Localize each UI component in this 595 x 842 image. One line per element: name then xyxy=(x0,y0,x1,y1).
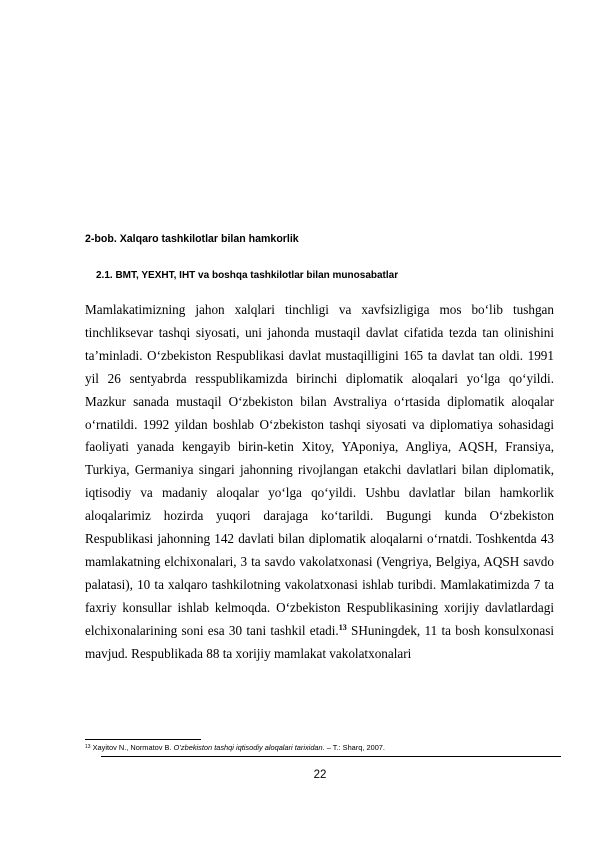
footnote-underline xyxy=(101,756,561,757)
footnote-separator xyxy=(85,739,201,740)
chapter-heading: 2-bob. Xalqaro tashkilotlar bilan hamkorlik xyxy=(85,233,299,245)
body-paragraph xyxy=(85,299,554,666)
footnote-marker: 13 xyxy=(85,744,91,750)
footnote-publication: . – T.: Sharq, 2007. xyxy=(322,743,385,752)
footnote-reference[interactable]: 13 xyxy=(338,622,347,632)
page-number: 22 xyxy=(313,769,327,781)
body-text-continued: SHuningdek, 11 ta bosh konsulxonasi mavjud. Respublikada 88 ta xorijiy mamlakat vakolatxonalari xyxy=(85,622,555,661)
body-text-main: Mamlakatimizning jahon xalqlari tinchligi va xavfsizligiga mos bo‘lib tushgan tinchliksevar tashqi siyosati, uni jahonda mustaqil davlat cifatida tezda tan olinishini ta’minladi. O‘zbekiston Respublikasi davlat mustaqilligini 165 ta davlat tan oldi. 1991 yil 26 sentyabrda resspublikamizda birinchi diplomatik aloqalari yo‘lga qo‘yildi. Mazkur sanada mustaqil O‘zbekiston bilan Avstraliya o‘rtasida diplomatik aloqalar o‘rnatildi. 1992 yildan boshlab O‘zbekiston tashqi siyosati va diplomatiya sohasidagi faoliyati yanada kengayib birin-ketin Xitoy, YAponiya, Angliya, AQSH, Fransiya, Turkiya, Germaniya singari jahonning rivojlangan etakchi davlatlari bilan diplomatik, iqtisodiy va madaniy aloqalar yo‘lga qo‘yildi. Ushbu davlatlar bilan hamkorlik aloqalarimiz hozirda yuqori darajaga ko‘tarildi. Bugungi kunda O‘zbekiston Respublikasi jahonning 142 davlati bilan diplomatik aloqalarni o‘rnatdi. Toshkentda 43 mamlakatning elchixonalari, 3 ta savdo vakolatxonasi (Vengriya, Belgiya, AQSH savdo palatasi), 10 ta xalqaro tashkilotning vakolatxonasi ishlab turibdi. Mamlakatimizda 7 ta faxriy konsullar ishlab kelmoqda. O‘zbekiston Respublikasining xorijiy davlatlardagi elchixonalarining soni esa 30 tani tashkil etadi. xyxy=(85,302,554,638)
section-heading: 2.1. BMT, YEXHT, IHT va boshqa tashkilotlar bilan munosabatlar xyxy=(96,270,399,281)
footnote xyxy=(85,743,561,753)
footnote-author: Xayitov N., Normatov B. xyxy=(90,743,174,752)
footnote-title: O’zbekiston tashqi iqtisodiy aloqalari tarixidan xyxy=(173,743,323,752)
